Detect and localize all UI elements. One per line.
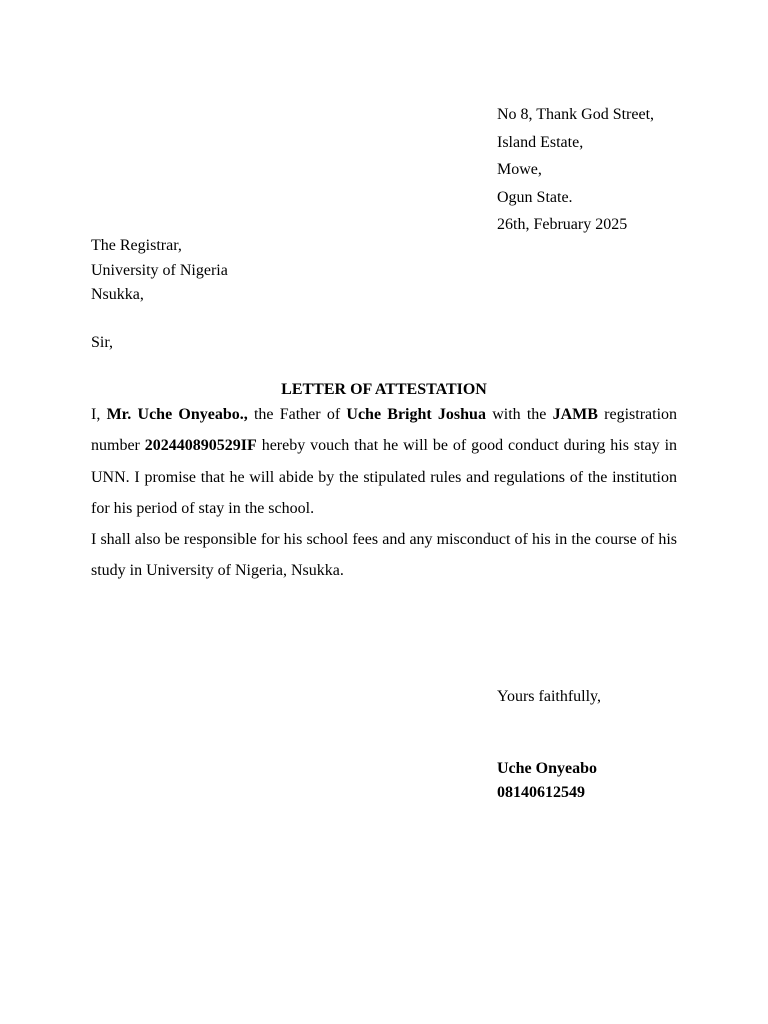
sender-address [497, 101, 654, 239]
signatory-phone: 08140612549 [497, 784, 585, 801]
paragraph-text: the Father of [247, 406, 347, 423]
recipient-institution: University of Nigeria [91, 261, 228, 279]
recipient-location: Nsukka, [91, 286, 144, 303]
letter-subject: LETTER OF ATTESTATION [281, 381, 487, 398]
parent-name: Mr. Uche Onyeabo., [106, 406, 248, 423]
paragraph-text: registration number [91, 406, 678, 455]
address-line-state: Ogun State. [497, 188, 573, 206]
address-line-town: Mowe, [497, 161, 542, 178]
letter-body [91, 399, 677, 587]
address-line-estate: Island Estate, [497, 133, 584, 151]
recipient-title: The Registrar, [91, 237, 182, 254]
closing-line: Yours faithfully, [497, 688, 602, 705]
body-paragraph-1 [91, 399, 677, 524]
paragraph-text: I, [91, 406, 107, 423]
signatory-name: Uche Onyeabo [497, 760, 597, 777]
body-paragraph-2: I shall also be responsible for his school fees and any misconduct of his in the course of his study in University of Nigeria, Nsukka. [91, 531, 677, 580]
recipient-address [91, 234, 228, 308]
child-name: Uche Bright Joshua [346, 406, 486, 423]
paragraph-text: with the [485, 406, 553, 423]
letter-date: 26th, February 2025 [497, 216, 628, 233]
registration-number: 202440890529IF [144, 437, 257, 455]
jamb-label: JAMB [552, 406, 598, 423]
address-line-street: No 8, Thank God Street, [497, 106, 655, 123]
signature-block [497, 757, 597, 805]
salutation: Sir, [91, 334, 114, 351]
paragraph-text: hereby vouch that he will be of good conduct during his stay in UNN. I promise that he will abide by the stipulated rules and regulations of the institution for his period of stay in the school. [91, 437, 678, 517]
